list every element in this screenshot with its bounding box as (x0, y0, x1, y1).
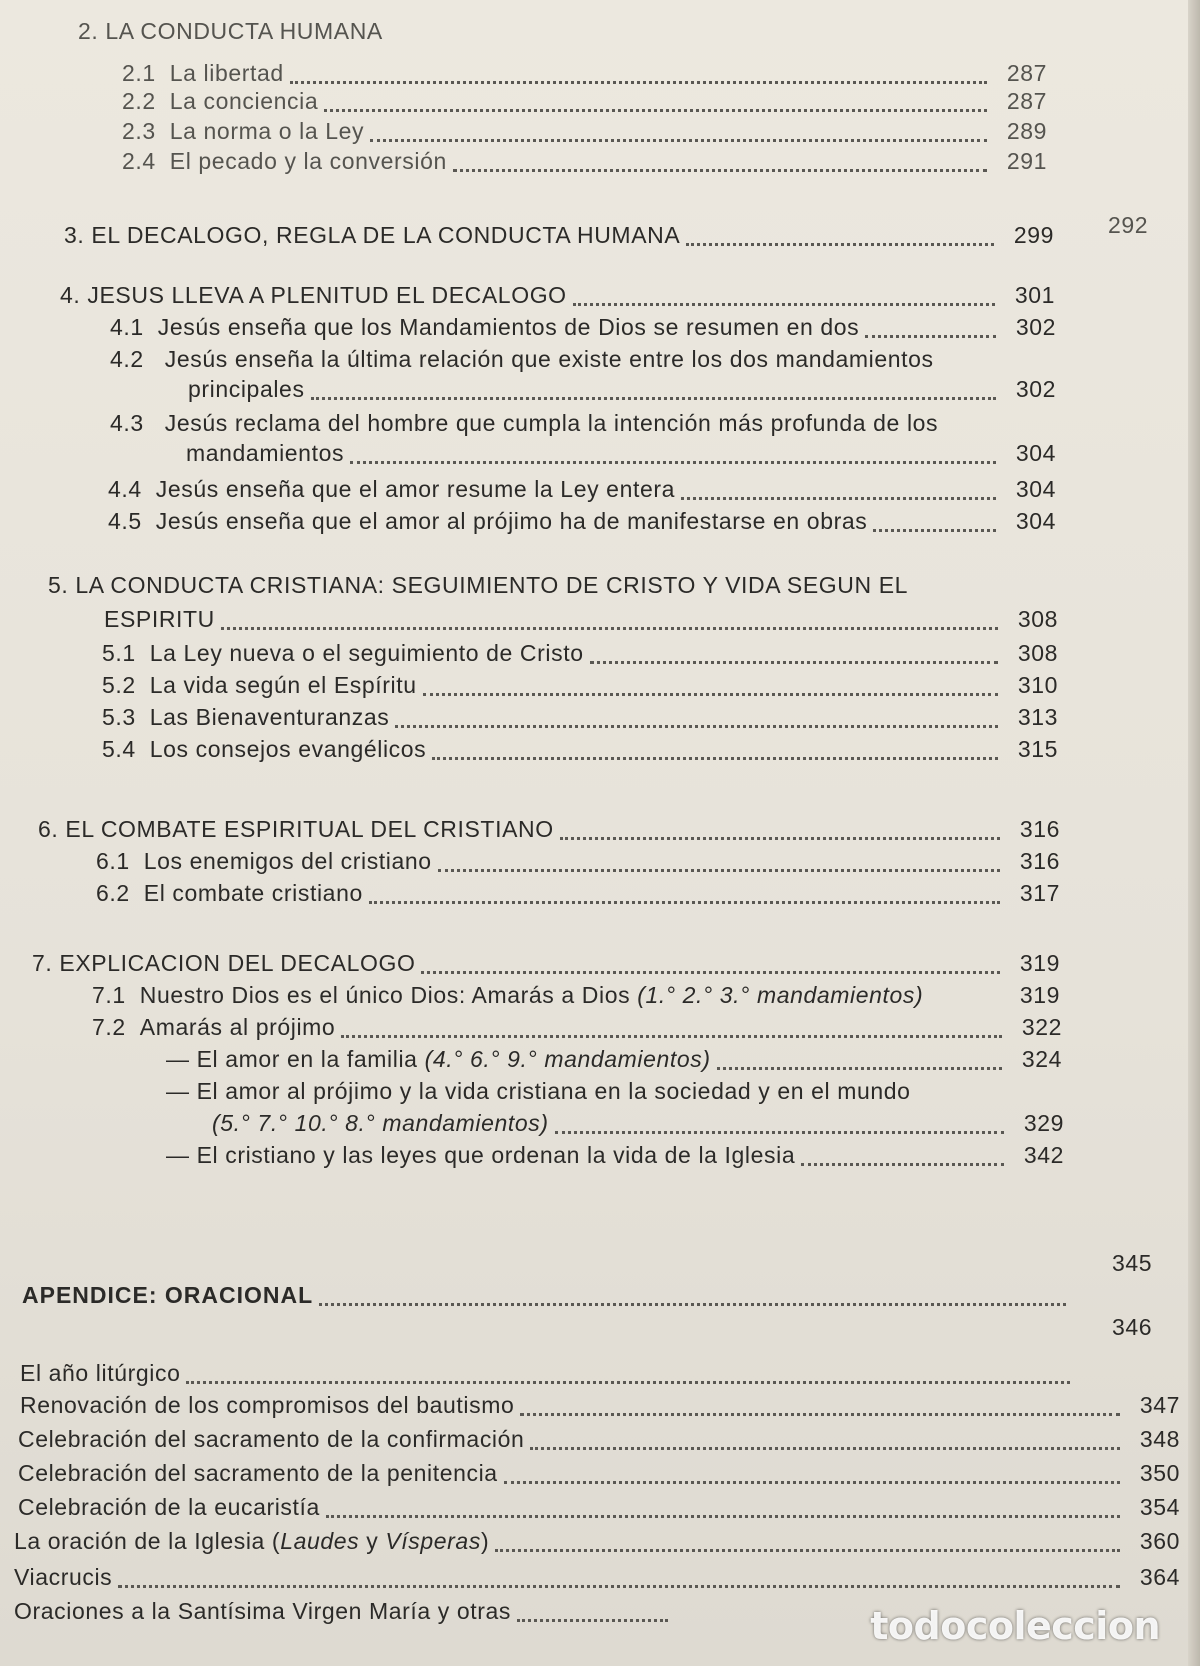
leader-dots (573, 303, 995, 306)
section-5-title-line1: 5. LA CONDUCTA CRISTIANA: SEGUIMIENTO DE CRISTO Y VIDA SEGUN EL (48, 572, 909, 598)
toc-entry-5-4: 5.4 Los consejos evangélicos 315 (102, 736, 1058, 762)
section-6-entry: 6. EL COMBATE ESPIRITUAL DEL CRISTIANO 316 (38, 816, 1060, 842)
appendix-title: APENDICE: ORACIONAL (22, 1282, 1072, 1312)
toc-entry-4-5: 4.5 Jesús enseña que el amor al prójimo ha de manifestarse en obras 304 (108, 508, 1056, 534)
leader-dots (438, 869, 1000, 872)
toc-entry-2-2: 2.2 La conciencia 287 (122, 88, 1047, 114)
leader-dots (801, 1163, 1004, 1166)
leader-dots (221, 627, 998, 630)
toc-entry-4-3-line1: 4.3 Jesús reclama del hombre que cumpla la intención más profunda de los (110, 410, 939, 436)
appendix-item-3: Celebración del sacramento de la confirmación 348 (18, 1426, 1180, 1452)
toc-entry-7-1: 7.1 Nuestro Dios es el único Dios: Amarás a Dios (1.° 2.° 3.° mandamientos) 319 (92, 982, 1060, 1008)
section-4-entry: 4. JESUS LLEVA A PLENITUD EL DECALOGO 301 (60, 282, 1055, 308)
section-3-entry: 3. EL DECALOGO, REGLA DE LA CONDUCTA HUMANA 299 (64, 222, 1054, 248)
leader-dots (453, 169, 987, 172)
appendix-item-2: Renovación de los compromisos del bautismo 347 (20, 1392, 1180, 1418)
toc-entry-6-1: 6.1 Los enemigos del cristiano 316 (96, 848, 1060, 874)
appendix-item-7: Viacrucis 364 (14, 1564, 1180, 1590)
page-edge (1188, 0, 1200, 1666)
leader-dots (495, 1549, 1120, 1552)
leader-dots (432, 757, 998, 760)
appendix-item-5: Celebración de la eucaristía 354 (18, 1494, 1180, 1520)
leader-dots (681, 497, 996, 500)
leader-dots (350, 461, 996, 464)
appendix-item-6: La oración de la Iglesia ( Laudes y Vísperas ) 360 (14, 1528, 1180, 1554)
section-7-entry: 7. EXPLICACION DEL DECALOGO 319 (32, 950, 1060, 976)
appendix-item-1: El año litúrgico (20, 1360, 1076, 1390)
leader-dots (395, 725, 998, 728)
leader-dots (186, 1381, 1070, 1384)
toc-entry-2-4: 2.4 El pecado y la conversión 291 (122, 148, 1047, 174)
section-5-title-line2: ESPIRITU 308 (104, 606, 1058, 632)
leader-dots (504, 1481, 1120, 1484)
leader-dots (341, 1035, 1002, 1038)
leader-dots (118, 1585, 1120, 1588)
leader-dots (686, 243, 994, 246)
toc-entry-2-3: 2.3 La norma o la Ley 289 (122, 118, 1047, 144)
leader-dots (324, 109, 987, 112)
toc-subentry-sociedad-line2: (5.° 7.° 10.° 8.° mandamientos) 329 (212, 1110, 1064, 1136)
leader-dots (423, 693, 998, 696)
appendix-item-1-page: 346 (1112, 1314, 1153, 1340)
leader-dots (717, 1067, 1002, 1070)
toc-entry-7-2: 7.2 Amarás al prójimo 322 (92, 1014, 1062, 1040)
toc-entry-6-2: 6.2 El combate cristiano 317 (96, 880, 1060, 906)
leader-dots (517, 1619, 668, 1622)
toc-entry-5-1: 5.1 La Ley nueva o el seguimiento de Cristo 308 (102, 640, 1058, 666)
toc-entry-4-2-line1: 4.2 Jesús enseña la última relación que existe entre los dos mandamientos (110, 346, 934, 372)
leader-dots (369, 901, 1000, 904)
leader-dots (326, 1515, 1120, 1518)
leader-dots (520, 1413, 1120, 1416)
leader-dots (311, 397, 996, 400)
toc-entry-2-1: 2.1 La libertad 287 (122, 60, 1047, 86)
appendix-item-8: Oraciones a la Santísima Virgen María y otras (14, 1598, 674, 1628)
appendix-item-4: Celebración del sacramento de la penitencia 350 (18, 1460, 1180, 1486)
section-2-page: 292 (1108, 212, 1149, 238)
leader-dots (560, 837, 1000, 840)
toc-entry-5-2: 5.2 La vida según el Espíritu 310 (102, 672, 1058, 698)
leader-dots (370, 139, 987, 142)
leader-dots (421, 971, 1000, 974)
leader-dots (865, 335, 996, 338)
toc-entry-4-2-line2: principales 302 (188, 376, 1056, 402)
toc-subentry-sociedad-line1: — El amor al prójimo y la vida cristiana en la sociedad y en el mundo (166, 1078, 911, 1104)
leader-dots (530, 1447, 1120, 1450)
leader-dots (319, 1303, 1066, 1306)
toc-entry-4-3-line2: mandamientos 304 (186, 440, 1056, 466)
toc-entry-4-1: 4.1 Jesús enseña que los Mandamientos de Dios se resumen en dos 302 (110, 314, 1056, 340)
leader-dots (873, 529, 996, 532)
appendix-page: 345 (1112, 1250, 1153, 1276)
toc-entry-5-3: 5.3 Las Bienaventuranzas 313 (102, 704, 1058, 730)
toc-subentry-iglesia: — El cristiano y las leyes que ordenan la vida de la Iglesia 342 (166, 1142, 1064, 1168)
toc-entry-4-4: 4.4 Jesús enseña que el amor resume la Ley entera 304 (108, 476, 1056, 502)
leader-dots (290, 81, 987, 84)
section-2-title: 2. LA CONDUCTA HUMANA (78, 18, 383, 44)
leader-dots (590, 661, 998, 664)
toc-subentry-familia: — El amor en la familia (4.° 6.° 9.° mandamientos) 324 (166, 1046, 1062, 1072)
watermark-logo: todocoleccion (870, 1604, 1160, 1648)
leader-dots (555, 1131, 1004, 1134)
